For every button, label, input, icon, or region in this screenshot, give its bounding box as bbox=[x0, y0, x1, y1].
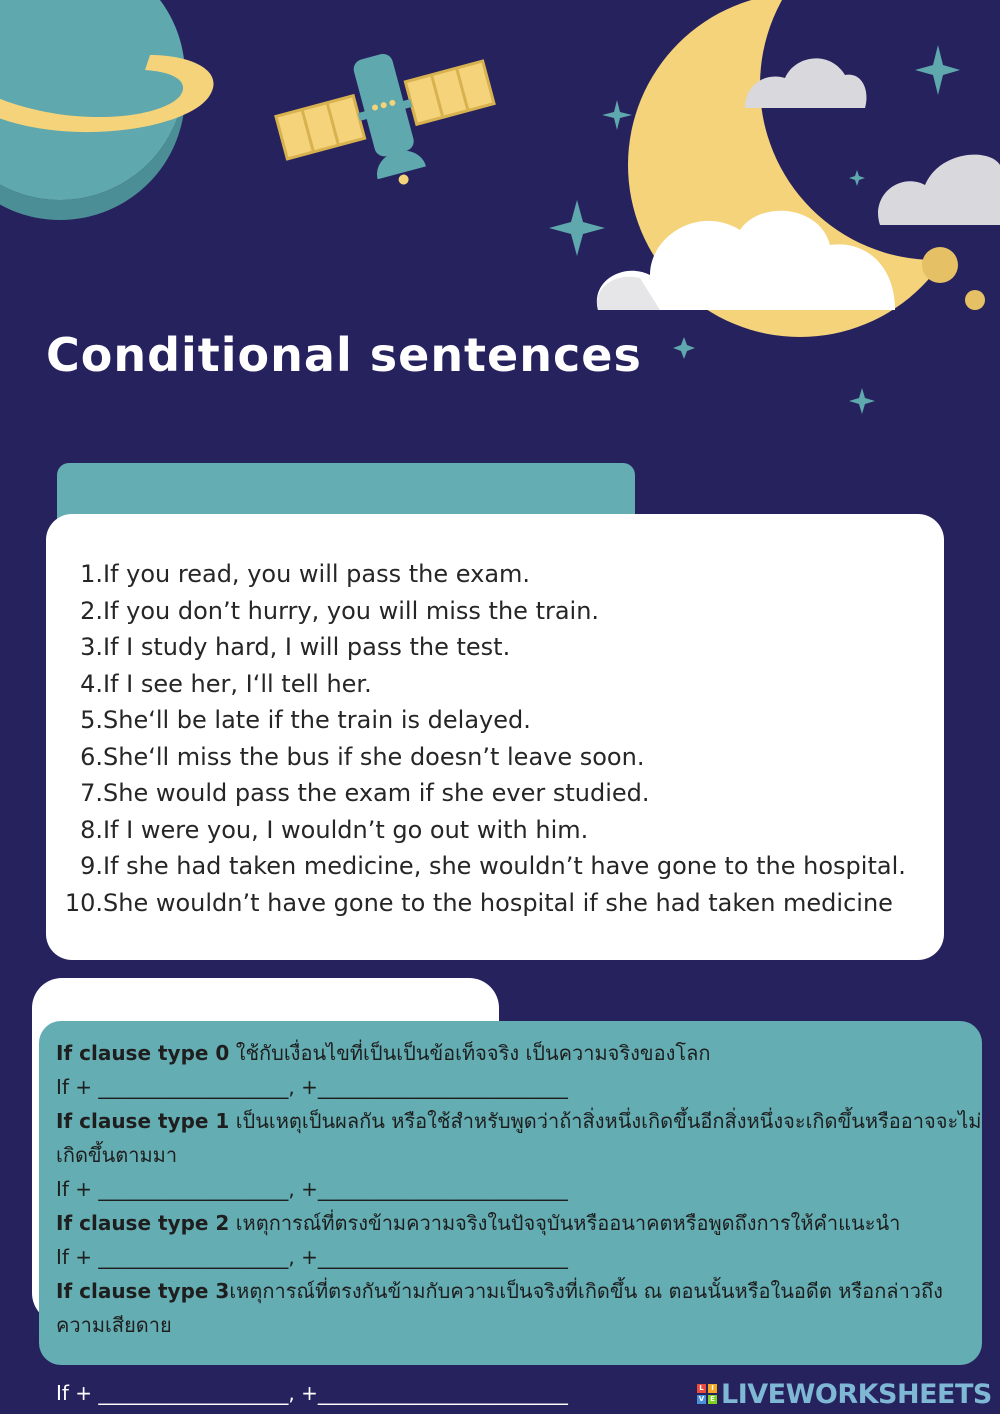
formula-prefix: If + bbox=[56, 1177, 99, 1201]
answer-blank[interactable]: ___________________ bbox=[98, 1177, 289, 1201]
rule-description-cont: ความเสียดาย bbox=[56, 1313, 172, 1337]
item-number: 5. bbox=[80, 706, 103, 734]
item-number: 6. bbox=[80, 742, 103, 771]
satellite-icon bbox=[267, 29, 508, 212]
sentence-text: She would pass the exam if she ever studied. bbox=[103, 779, 650, 807]
sentence-text: She‘ll be late if the train is delayed. bbox=[103, 706, 531, 734]
sentence-text: If I were you, I wouldn’t go out with him. bbox=[103, 815, 589, 844]
rule-type-3 bbox=[56, 1274, 990, 1308]
list-item bbox=[58, 848, 906, 885]
list-item bbox=[58, 775, 906, 812]
liveworksheets-brand[interactable] bbox=[697, 1380, 992, 1408]
list-item bbox=[58, 702, 906, 739]
sentence-text: She wouldn’t have gone to the hospital if she had taken medicine bbox=[103, 888, 893, 917]
page-title: Conditional sentences bbox=[46, 328, 642, 382]
answer-blank[interactable]: _________________________ bbox=[317, 1381, 568, 1405]
rule-description: เหตุการณ์ที่ตรงกันข้ามกับความเป็นจริงที่เกิดขึ้น ณ ตอนนั้นหรือในอดีต หรือกล่าวถึง bbox=[229, 1279, 943, 1303]
item-number: 8. bbox=[80, 815, 103, 844]
rule-description: เป็นเหตุเป็นผลกัน หรือใช้สำหรับพูดว่าถ้าสิ่งหนึ่งเกิดขึ้นอีกสิ่งหนึ่งจะเกิดขึ้นหรืออาจจะไม่ bbox=[229, 1109, 982, 1133]
rule-label: If clause type 1 bbox=[56, 1109, 230, 1133]
rule-description: ใช้กับเงื่อนไขที่เป็นเป็นข้อเท็จจริง เป็นความจริงของโลก bbox=[229, 1041, 711, 1065]
formula-prefix: If + bbox=[56, 1075, 99, 1099]
rule-description-cont: เกิดขึ้นตามมา bbox=[56, 1143, 178, 1167]
sentence-text: If I see her, I‘ll tell her. bbox=[103, 669, 372, 698]
rule-type-2 bbox=[56, 1206, 990, 1240]
rule-label: If clause type 3 bbox=[56, 1279, 230, 1303]
formula-prefix: If + bbox=[56, 1381, 99, 1405]
sentence-text: If she had taken medicine, she wouldn’t have gone to the hospital. bbox=[103, 852, 906, 880]
sentence-text: If you read, you will pass the exam. bbox=[103, 560, 531, 588]
planet-icon bbox=[0, 0, 214, 220]
rules-list bbox=[56, 1036, 990, 1342]
sentence-text: If I study hard, I will pass the test. bbox=[103, 633, 511, 661]
logo-letter: I bbox=[708, 1384, 717, 1393]
rule-type-0 bbox=[56, 1036, 990, 1070]
formula-comma: , + bbox=[288, 1075, 318, 1099]
answer-blank[interactable]: _________________________ bbox=[317, 1177, 568, 1201]
answer-blank[interactable]: _________________________ bbox=[317, 1075, 568, 1099]
item-number: 10. bbox=[64, 888, 103, 917]
sentence-list bbox=[58, 556, 906, 921]
formula-line bbox=[56, 1240, 990, 1274]
formula-line bbox=[56, 1172, 990, 1206]
rule-type-1 bbox=[56, 1104, 990, 1138]
answer-blank[interactable]: _________________________ bbox=[317, 1245, 568, 1269]
list-item bbox=[58, 593, 906, 630]
formula-line bbox=[56, 1376, 568, 1410]
list-item bbox=[58, 556, 906, 593]
formula-prefix: If + bbox=[56, 1245, 99, 1269]
logo-letter: L bbox=[697, 1384, 706, 1393]
item-number: 3. bbox=[80, 633, 103, 661]
formula-line bbox=[56, 1070, 990, 1104]
item-number: 2. bbox=[80, 596, 103, 625]
list-item bbox=[58, 739, 906, 776]
rule-label: If clause type 0 bbox=[56, 1041, 230, 1065]
rule-label: If clause type 2 bbox=[56, 1211, 230, 1235]
rule-description: เหตุการณ์ที่ตรงข้ามความจริงในปัจจุบันหรืออนาคตหรือพูดถึงการให้คำแนะนำ bbox=[229, 1211, 901, 1235]
sentence-text: If you don’t hurry, you will miss the train. bbox=[103, 596, 600, 625]
answer-blank[interactable]: ___________________ bbox=[98, 1245, 289, 1269]
space-illustration bbox=[0, 0, 1000, 460]
answer-blank[interactable]: ___________________ bbox=[98, 1075, 289, 1099]
logo-letter: E bbox=[708, 1395, 717, 1404]
item-number: 1. bbox=[80, 560, 103, 588]
brand-text: LIVEWORKSHEETS bbox=[721, 1378, 992, 1410]
liveworksheets-logo-icon bbox=[697, 1384, 717, 1404]
list-item bbox=[58, 885, 906, 922]
formula-comma: , + bbox=[288, 1245, 318, 1269]
answer-blank[interactable]: ___________________ bbox=[98, 1381, 289, 1405]
sentence-text: She‘ll miss the bus if she doesn’t leave soon. bbox=[103, 742, 645, 771]
list-item bbox=[58, 812, 906, 849]
list-item bbox=[58, 629, 906, 666]
list-item bbox=[58, 666, 906, 703]
formula-comma: , + bbox=[288, 1177, 318, 1201]
item-number: 4. bbox=[80, 669, 103, 698]
item-number: 7. bbox=[80, 779, 103, 807]
item-number: 9. bbox=[80, 852, 103, 880]
formula-comma: , + bbox=[288, 1381, 318, 1405]
logo-letter: V bbox=[698, 1395, 705, 1403]
